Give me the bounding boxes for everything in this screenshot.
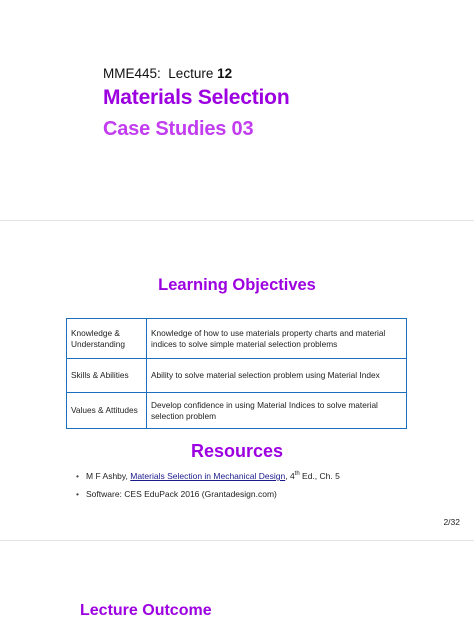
slide-divider bbox=[0, 540, 474, 541]
bullet-icon: • bbox=[76, 471, 79, 481]
title-slide bbox=[0, 0, 474, 190]
list-item: • M F Ashby, Materials Selection in Mechanical Design, 4th Ed., Ch. 5 bbox=[76, 471, 340, 481]
objective-category: Knowledge & Understanding bbox=[67, 319, 147, 359]
slide-title: Materials Selection bbox=[103, 86, 290, 109]
resources-heading: Resources bbox=[190, 441, 284, 461]
objectives-table bbox=[66, 318, 407, 429]
resources-list bbox=[76, 471, 340, 507]
objective-description: Knowledge of how to use materials property charts and material indices to solve simple material selection problems bbox=[147, 319, 407, 359]
objective-category: Values & Attitudes bbox=[67, 393, 147, 429]
software-resource: Software: CES EduPack 2016 (Grantadesign.com) bbox=[86, 489, 277, 499]
page-number: 2/32 bbox=[443, 517, 460, 527]
course-code: MME445: Lecture 12 bbox=[103, 66, 233, 81]
bullet-icon: • bbox=[76, 489, 79, 499]
learning-objectives-heading: Learning Objectives bbox=[158, 276, 316, 294]
lecture-number: 12 bbox=[217, 66, 233, 81]
table-row bbox=[67, 393, 407, 429]
objective-description: Ability to solve material selection problem using Material Index bbox=[147, 359, 407, 393]
slide-subtitle: Case Studies 03 bbox=[103, 118, 254, 140]
lecture-outcome-heading: Lecture Outcome bbox=[80, 602, 212, 619]
book-link[interactable]: Materials Selection in Mechanical Design bbox=[130, 471, 286, 481]
table-row bbox=[67, 319, 407, 359]
table-row bbox=[67, 359, 407, 393]
slide-divider bbox=[0, 220, 474, 221]
objective-description: Develop confidence in using Material Indices to solve material selection problem bbox=[147, 393, 407, 429]
objective-category: Skills & Abilities bbox=[67, 359, 147, 393]
list-item bbox=[76, 489, 340, 499]
